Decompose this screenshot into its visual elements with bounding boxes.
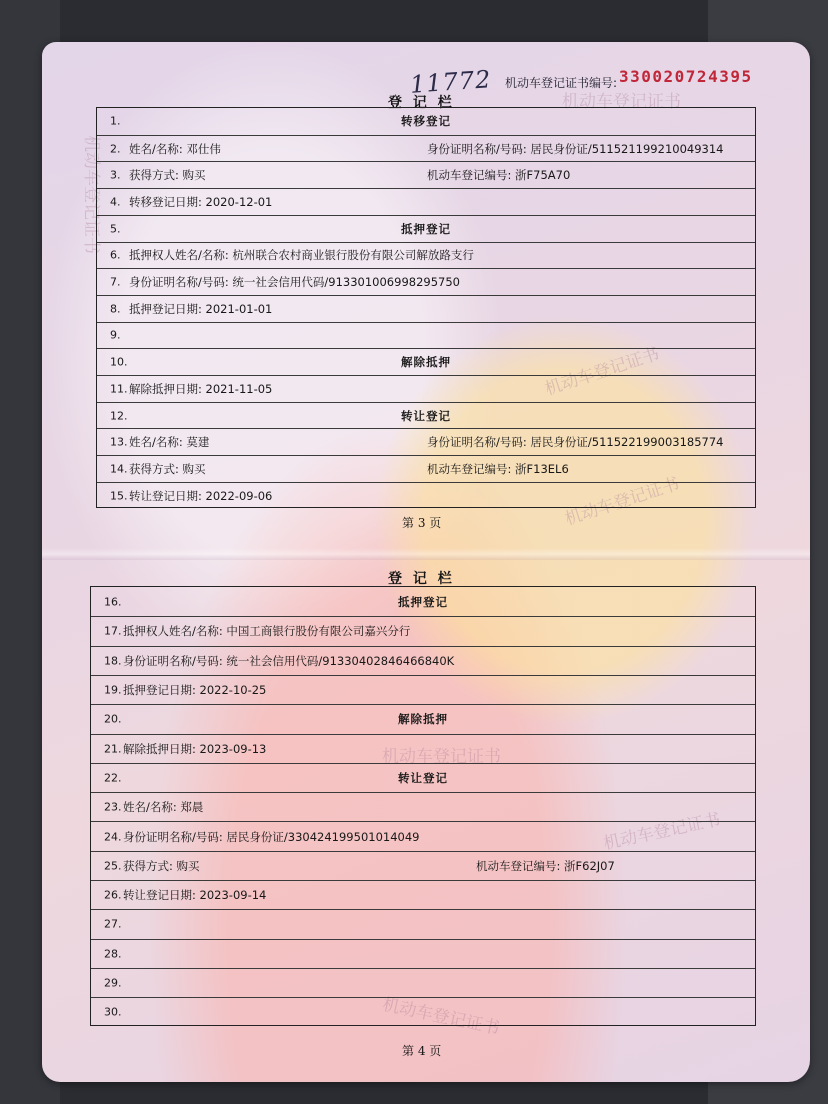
- field-left: 转让登记日期: 2023-09-14: [123, 888, 267, 903]
- document-paper: [42, 42, 810, 1082]
- table-row: [91, 763, 755, 792]
- section-heading: 转让登记: [401, 408, 451, 423]
- table-row: [91, 646, 755, 675]
- row-number: 10.: [110, 355, 128, 369]
- watermark: 机动车登记证书: [601, 809, 723, 855]
- field-left: 解除抵押日期: 2021-11-05: [129, 381, 273, 396]
- table-row: [97, 322, 755, 349]
- table-row: [97, 268, 755, 295]
- table-row: [91, 734, 755, 763]
- page3-title: 登 记 栏: [388, 95, 455, 111]
- row-number: 9.: [110, 328, 121, 342]
- table-row: [97, 161, 755, 188]
- row-number: 26.: [104, 888, 122, 902]
- field-left: 抵押登记日期: 2021-01-01: [129, 301, 273, 316]
- section-heading: 转移登记: [401, 114, 451, 129]
- row-number: 20.: [104, 712, 122, 726]
- row-number: 3.: [110, 168, 121, 182]
- table-row: [91, 909, 755, 938]
- table-row: [91, 997, 755, 1026]
- table-row: [91, 704, 755, 733]
- table-row: [91, 792, 755, 821]
- field-left: 姓名/名称: 莫建: [129, 435, 210, 450]
- table-row: [97, 215, 755, 242]
- cert-number: 330020724395: [619, 67, 753, 86]
- watermark: 机动车登记证书: [562, 473, 682, 530]
- row-number: 12.: [110, 409, 128, 423]
- field-left: 解除抵押日期: 2023-09-13: [123, 741, 267, 756]
- row-number: 7.: [110, 275, 121, 289]
- table-row: [97, 402, 755, 429]
- page3-register-table: [96, 107, 756, 508]
- field-right: 机动车登记编号: 浙F75A70: [427, 168, 571, 183]
- table-row: [91, 821, 755, 850]
- row-number: 21.: [104, 742, 122, 756]
- row-number: 6.: [110, 248, 121, 262]
- field-left: 获得方式: 购买: [129, 461, 206, 476]
- watermark: 机动车登记证书: [562, 92, 681, 112]
- cert-number-label: 机动车登记证书编号:: [505, 76, 618, 90]
- table-row: [91, 968, 755, 997]
- row-number: 5.: [110, 222, 121, 236]
- table-row: [97, 108, 755, 135]
- field-left: 转让登记日期: 2022-09-06: [129, 488, 273, 503]
- row-number: 28.: [104, 947, 122, 961]
- handwritten-number: 11772: [409, 65, 493, 99]
- page4-title: 登 记 栏: [388, 571, 455, 587]
- table-row: [91, 675, 755, 704]
- row-number: 14.: [110, 462, 128, 476]
- table-row: [97, 482, 755, 509]
- row-number: 30.: [104, 1005, 122, 1019]
- section-heading: 转让登记: [398, 770, 448, 785]
- table-row: [91, 851, 755, 880]
- table-row: [97, 455, 755, 482]
- row-number: 24.: [104, 830, 122, 844]
- table-row: [97, 242, 755, 269]
- page4-number: 第 4 页: [402, 1044, 442, 1058]
- row-number: 27.: [104, 917, 122, 931]
- row-number: 29.: [104, 976, 122, 990]
- table-row: [91, 880, 755, 909]
- field-left: 姓名/名称: 邓仕伟: [129, 141, 221, 156]
- field-left: 身份证明名称/号码: 居民身份证/330424199501014049: [123, 829, 420, 844]
- table-row: [97, 135, 755, 162]
- page-fold: [42, 548, 810, 560]
- watermark: 机动车登记证书: [380, 994, 502, 1040]
- section-heading: 解除抵押: [398, 712, 448, 727]
- section-heading: 抵押登记: [401, 221, 451, 236]
- field-right: 机动车登记编号: 浙F13EL6: [427, 461, 569, 476]
- page4-register-table: [90, 586, 756, 1026]
- row-number: 23.: [104, 800, 122, 814]
- watermark: 机动车登记证书: [542, 343, 662, 400]
- table-row: [97, 375, 755, 402]
- field-left: 抵押权人姓名/名称: 杭州联合农村商业银行股份有限公司解放路支行: [129, 248, 474, 263]
- watermark: 机动车登记证书: [81, 135, 101, 254]
- table-row: [97, 295, 755, 322]
- row-number: 18.: [104, 654, 122, 668]
- field-right: 身份证明名称/号码: 居民身份证/511522199003185774: [427, 435, 724, 450]
- field-right: 身份证明名称/号码: 居民身份证/511521199210049314: [427, 141, 724, 156]
- row-number: 13.: [110, 435, 128, 449]
- row-number: 2.: [110, 142, 121, 156]
- section-heading: 解除抵押: [401, 355, 451, 370]
- row-number: 17.: [104, 624, 122, 638]
- field-left: 获得方式: 购买: [129, 168, 206, 183]
- field-left: 转移登记日期: 2020-12-01: [129, 194, 273, 209]
- row-number: 16.: [104, 595, 122, 609]
- page3-number: 第 3 页: [402, 516, 442, 530]
- table-row: [97, 348, 755, 375]
- watermark: 机动车登记证书: [382, 747, 501, 767]
- field-left: 姓名/名称: 郑晨: [123, 800, 204, 815]
- section-heading: 抵押登记: [398, 594, 448, 609]
- field-left: 身份证明名称/号码: 统一社会信用代码/913304028464668​40K: [123, 653, 455, 668]
- table-row: [91, 939, 755, 968]
- row-number: 15.: [110, 489, 128, 503]
- field-left: 身份证明名称/号码: 统一社会信用代码/913301006998295750: [129, 275, 460, 290]
- row-number: 4.: [110, 195, 121, 209]
- field-left: 获得方式: 购买: [123, 858, 200, 873]
- table-row: [91, 616, 755, 645]
- table-row: [91, 587, 755, 616]
- field-right: 机动车登记编号: 浙F62J07: [476, 858, 615, 873]
- row-number: 25.: [104, 859, 122, 873]
- table-row: [97, 188, 755, 215]
- field-left: 抵押权人姓名/名称: 中国工商银行股份有限公司嘉兴分行: [123, 624, 411, 639]
- field-left: 抵押登记日期: 2022-10-25: [123, 683, 267, 698]
- row-number: 11.: [110, 382, 128, 396]
- table-row: [97, 428, 755, 455]
- row-number: 22.: [104, 771, 122, 785]
- row-number: 19.: [104, 683, 122, 697]
- row-number: 1.: [110, 114, 121, 128]
- row-number: 8.: [110, 302, 121, 316]
